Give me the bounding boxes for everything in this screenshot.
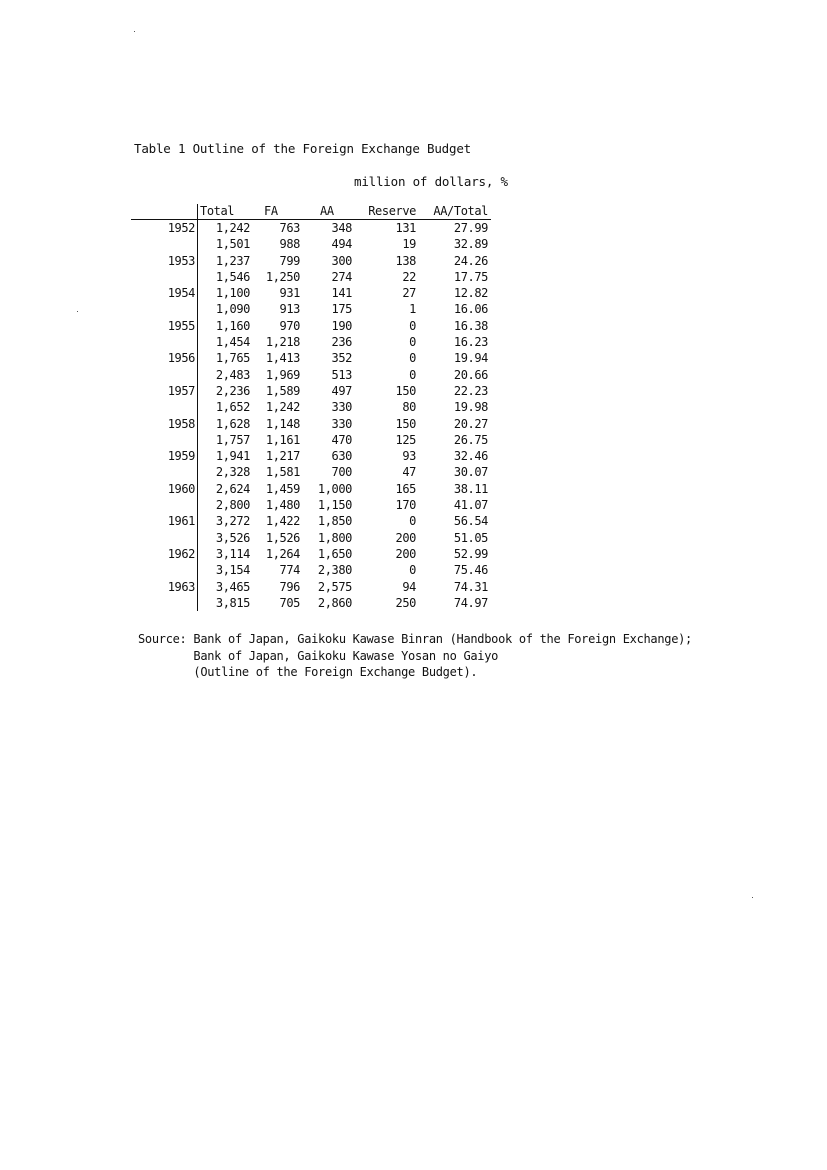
cell-aa: 497 <box>331 383 352 398</box>
cell-fa: 913 <box>279 302 300 317</box>
cell-reserve: 170 <box>395 498 416 513</box>
cell-year: 1961 <box>131 513 198 529</box>
cell-year <box>131 562 198 578</box>
cell-total: 1,501 <box>215 237 250 252</box>
cell-aa: 513 <box>331 367 352 382</box>
cell-year: 1956 <box>131 350 198 366</box>
cell-fa: 988 <box>279 237 300 252</box>
cell-aa-total: 16.06 <box>453 302 488 317</box>
cell-fa: 1,242 <box>265 400 300 415</box>
cell-total: 1,160 <box>215 318 250 333</box>
cell-year <box>131 464 198 480</box>
budget-table-container <box>131 204 493 611</box>
table-row <box>131 481 491 497</box>
cell-year <box>131 432 198 448</box>
table-row <box>131 367 491 383</box>
cell-aa: 1,150 <box>317 498 352 513</box>
cell-aa-total: 19.98 <box>453 400 488 415</box>
cell-year: 1953 <box>131 253 198 269</box>
cell-reserve: 80 <box>402 400 416 415</box>
cell-fa: 1,161 <box>265 432 300 447</box>
cell-reserve: 0 <box>409 351 416 366</box>
cell-total: 1,628 <box>215 416 250 431</box>
cell-reserve: 150 <box>395 383 416 398</box>
cell-year: 1952 <box>131 220 198 237</box>
column-header-fa: FA <box>250 204 300 220</box>
cell-reserve: 0 <box>409 367 416 382</box>
cell-aa: 1,650 <box>317 546 352 561</box>
table-row <box>131 416 491 432</box>
cell-aa-total: 41.07 <box>453 498 488 513</box>
cell-total: 1,100 <box>215 286 250 301</box>
cell-aa-total: 24.26 <box>453 253 488 268</box>
cell-year: 1957 <box>131 383 198 399</box>
cell-aa: 330 <box>331 400 352 415</box>
cell-fa: 796 <box>279 579 300 594</box>
cell-fa: 1,581 <box>265 465 300 480</box>
table-row <box>131 432 491 448</box>
table-row <box>131 399 491 415</box>
units-note: million of dollars, % <box>354 174 508 189</box>
cell-reserve: 150 <box>395 416 416 431</box>
cell-total: 1,941 <box>215 449 250 464</box>
cell-aa-total: 20.27 <box>453 416 488 431</box>
cell-total: 3,114 <box>215 546 250 561</box>
cell-total: 3,154 <box>215 563 250 578</box>
cell-total: 1,765 <box>215 351 250 366</box>
cell-reserve: 1 <box>409 302 416 317</box>
cell-aa-total: 74.31 <box>453 579 488 594</box>
cell-fa: 1,217 <box>265 449 300 464</box>
cell-year <box>131 367 198 383</box>
cell-year: 1960 <box>131 481 198 497</box>
cell-total: 2,624 <box>215 481 250 496</box>
scan-speck <box>77 311 78 312</box>
table-row <box>131 253 491 269</box>
cell-total: 1,546 <box>215 269 250 284</box>
cell-year <box>131 497 198 513</box>
cell-aa: 2,380 <box>317 563 352 578</box>
cell-fa: 1,526 <box>265 530 300 545</box>
cell-reserve: 0 <box>409 514 416 529</box>
source-note: Source: Bank of Japan, Gaikoku Kawase Binran (Handbook of the Foreign Exchange); Bank of Japan, Gaikoku Kawase Yosan no Gaiyo (Outline of the Foreign Exchange Budget). <box>138 632 692 679</box>
cell-aa: 630 <box>331 449 352 464</box>
table-row <box>131 595 491 611</box>
cell-reserve: 200 <box>395 546 416 561</box>
cell-aa: 1,850 <box>317 514 352 529</box>
cell-aa-total: 22.23 <box>453 383 488 398</box>
cell-total: 2,236 <box>215 383 250 398</box>
cell-reserve: 93 <box>402 449 416 464</box>
cell-total: 3,465 <box>215 579 250 594</box>
cell-total: 2,800 <box>215 498 250 513</box>
cell-fa: 1,459 <box>265 481 300 496</box>
cell-reserve: 22 <box>402 269 416 284</box>
table-header-row <box>131 204 491 220</box>
cell-aa-total: 20.66 <box>453 367 488 382</box>
cell-fa: 970 <box>279 318 300 333</box>
cell-aa-total: 30.07 <box>453 465 488 480</box>
cell-fa: 1,148 <box>265 416 300 431</box>
cell-total: 1,757 <box>215 432 250 447</box>
table-row <box>131 318 491 334</box>
column-header-aa-total: AA/Total <box>416 204 491 220</box>
cell-year: 1955 <box>131 318 198 334</box>
cell-aa: 470 <box>331 432 352 447</box>
cell-reserve: 47 <box>402 465 416 480</box>
cell-year <box>131 269 198 285</box>
cell-year <box>131 530 198 546</box>
table-row <box>131 236 491 252</box>
cell-year <box>131 301 198 317</box>
scan-speck <box>134 31 135 32</box>
cell-aa: 274 <box>331 269 352 284</box>
cell-fa: 1,969 <box>265 367 300 382</box>
cell-total: 3,272 <box>215 514 250 529</box>
table-row <box>131 269 491 285</box>
cell-fa: 931 <box>279 286 300 301</box>
cell-aa-total: 27.99 <box>453 221 488 235</box>
cell-fa: 1,480 <box>265 498 300 513</box>
column-header-aa: AA <box>300 204 352 220</box>
table-row <box>131 220 491 237</box>
cell-reserve: 0 <box>409 335 416 350</box>
table-row <box>131 579 491 595</box>
cell-total: 1,090 <box>215 302 250 317</box>
table-row <box>131 562 491 578</box>
cell-year <box>131 595 198 611</box>
cell-reserve: 165 <box>395 481 416 496</box>
cell-year <box>131 399 198 415</box>
cell-aa-total: 75.46 <box>453 563 488 578</box>
cell-reserve: 200 <box>395 530 416 545</box>
cell-total: 2,328 <box>215 465 250 480</box>
cell-fa: 774 <box>279 563 300 578</box>
column-header-total: Total <box>198 204 251 220</box>
cell-reserve: 94 <box>402 579 416 594</box>
cell-aa-total: 74.97 <box>453 595 488 610</box>
cell-fa: 763 <box>279 221 300 235</box>
cell-aa-total: 16.38 <box>453 318 488 333</box>
cell-fa: 1,589 <box>265 383 300 398</box>
cell-aa-total: 32.89 <box>453 237 488 252</box>
scan-speck <box>752 897 753 898</box>
table-row <box>131 513 491 529</box>
table-row <box>131 448 491 464</box>
table-row <box>131 285 491 301</box>
cell-reserve: 0 <box>409 563 416 578</box>
cell-aa: 330 <box>331 416 352 431</box>
cell-aa: 352 <box>331 351 352 366</box>
table-body <box>131 220 491 612</box>
cell-reserve: 138 <box>395 253 416 268</box>
cell-reserve: 131 <box>395 221 416 235</box>
cell-aa: 348 <box>331 221 352 235</box>
cell-year: 1959 <box>131 448 198 464</box>
cell-year: 1958 <box>131 416 198 432</box>
cell-fa: 799 <box>279 253 300 268</box>
budget-table <box>131 204 491 611</box>
table-row <box>131 546 491 562</box>
cell-aa: 190 <box>331 318 352 333</box>
cell-total: 3,526 <box>215 530 250 545</box>
cell-year <box>131 334 198 350</box>
table-row <box>131 530 491 546</box>
cell-aa-total: 32.46 <box>453 449 488 464</box>
cell-reserve: 250 <box>395 595 416 610</box>
cell-reserve: 27 <box>402 286 416 301</box>
cell-aa-total: 38.11 <box>453 481 488 496</box>
cell-aa: 1,800 <box>317 530 352 545</box>
cell-fa: 705 <box>279 595 300 610</box>
cell-aa: 1,000 <box>317 481 352 496</box>
table-title: Table 1 Outline of the Foreign Exchange Budget <box>134 141 471 156</box>
table-row <box>131 350 491 366</box>
cell-aa: 700 <box>331 465 352 480</box>
cell-reserve: 0 <box>409 318 416 333</box>
cell-year: 1954 <box>131 285 198 301</box>
cell-total: 1,652 <box>215 400 250 415</box>
cell-total: 1,242 <box>215 221 250 235</box>
cell-reserve: 19 <box>402 237 416 252</box>
table-row <box>131 383 491 399</box>
cell-fa: 1,250 <box>265 269 300 284</box>
cell-aa: 494 <box>331 237 352 252</box>
cell-aa: 2,860 <box>317 595 352 610</box>
table-row <box>131 334 491 350</box>
cell-fa: 1,264 <box>265 546 300 561</box>
cell-reserve: 125 <box>395 432 416 447</box>
cell-aa-total: 17.75 <box>453 269 488 284</box>
cell-total: 1,237 <box>215 253 250 268</box>
cell-fa: 1,413 <box>265 351 300 366</box>
cell-aa: 175 <box>331 302 352 317</box>
cell-aa-total: 52.99 <box>453 546 488 561</box>
cell-aa-total: 16.23 <box>453 335 488 350</box>
cell-aa-total: 19.94 <box>453 351 488 366</box>
cell-year <box>131 236 198 252</box>
cell-aa-total: 12.82 <box>453 286 488 301</box>
cell-aa-total: 26.75 <box>453 432 488 447</box>
cell-total: 3,815 <box>215 595 250 610</box>
year-column-header <box>131 204 198 220</box>
cell-year: 1963 <box>131 579 198 595</box>
table-row <box>131 497 491 513</box>
cell-total: 2,483 <box>215 367 250 382</box>
cell-aa-total: 56.54 <box>453 514 488 529</box>
cell-fa: 1,218 <box>265 335 300 350</box>
cell-total: 1,454 <box>215 335 250 350</box>
table-row <box>131 464 491 480</box>
cell-aa: 2,575 <box>317 579 352 594</box>
column-header-reserve: Reserve <box>352 204 416 220</box>
cell-year: 1962 <box>131 546 198 562</box>
cell-aa: 141 <box>331 286 352 301</box>
table-row <box>131 301 491 317</box>
cell-aa: 236 <box>331 335 352 350</box>
cell-aa-total: 51.05 <box>453 530 488 545</box>
cell-aa: 300 <box>331 253 352 268</box>
cell-fa: 1,422 <box>265 514 300 529</box>
